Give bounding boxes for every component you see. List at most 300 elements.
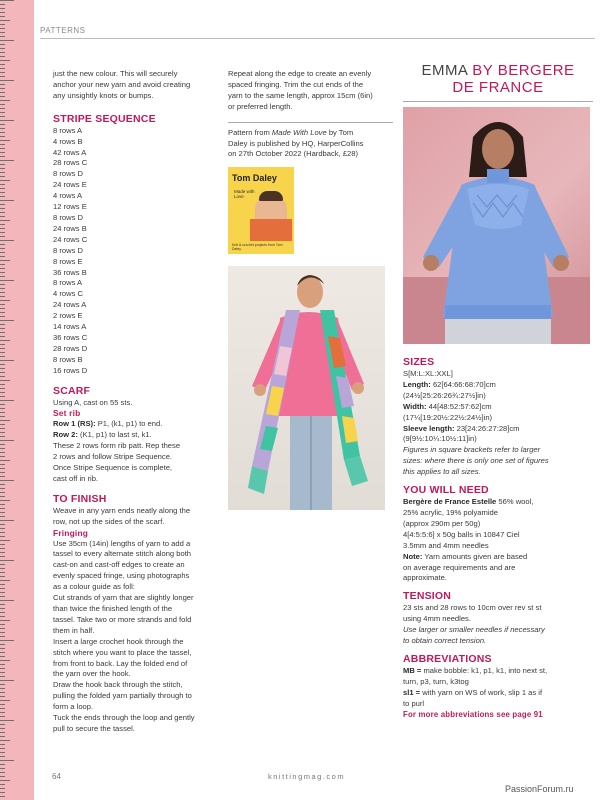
- ruler-tick: [0, 340, 10, 341]
- ruler-tick: [0, 208, 5, 209]
- ruler-tick: [0, 48, 5, 49]
- ruler-tick: [0, 320, 14, 321]
- ruler-tick: [0, 140, 10, 141]
- stripe-sequence-heading: STRIPE SEQUENCE: [53, 112, 156, 125]
- ruler-tick: [0, 412, 5, 413]
- stripe-row: 36 rows B: [53, 267, 87, 277]
- length-inches: (24½[25:26:26¾:27½]in): [403, 390, 486, 400]
- ruler-tick: [0, 132, 5, 133]
- ruler-tick: [0, 724, 5, 725]
- ruler-tick: [0, 80, 14, 81]
- intro-line: just the new colour. This will securely: [53, 69, 178, 78]
- ruler-tick: [0, 16, 5, 17]
- column-left: [53, 69, 223, 735]
- fringing-line: Tuck the ends through the loop and gently: [53, 713, 195, 723]
- ruler-tick: [0, 84, 5, 85]
- sizes-note-line: this applies to all sizes.: [403, 467, 481, 477]
- stripe-row: 8 rows D: [53, 169, 83, 179]
- book-cover-title: Made with Love: [234, 189, 255, 199]
- ruler-tick: [0, 376, 5, 377]
- stripe-row: 14 rows A: [53, 322, 87, 332]
- ruler-tick: [0, 276, 5, 277]
- ruler-tick: [0, 760, 14, 761]
- row-1-label: Row 1 (RS):: [53, 419, 96, 429]
- tension-note-line: to obtain correct tension.: [403, 636, 487, 646]
- ruler-tick: [0, 756, 5, 757]
- ruler-tick: [0, 596, 5, 597]
- stripe-row: 12 rows E: [53, 202, 87, 212]
- ruler-tick: [0, 344, 5, 345]
- stripe-row: 8 rows A: [53, 278, 83, 288]
- ruler-tick: [0, 684, 5, 685]
- ruler-tick: [0, 392, 5, 393]
- tension-note-line: Use larger or smaller needles if necessary: [403, 625, 545, 635]
- ruler-tick: [0, 448, 5, 449]
- section-tag: PATTERNS: [40, 26, 595, 39]
- ruler-tick: [0, 352, 5, 353]
- ruler-tick: [0, 668, 5, 669]
- ruler-tick: [0, 544, 5, 545]
- ruler-tick: [0, 52, 5, 53]
- ruler-tick: [0, 72, 5, 73]
- ruler-tick: [0, 656, 5, 657]
- ruler-tick: [0, 796, 5, 797]
- ruler-tick: [0, 336, 5, 337]
- ruler-tick: [0, 432, 5, 433]
- stripe-row: 24 rows A: [53, 300, 87, 310]
- ruler-tick: [0, 744, 5, 745]
- need-line: 3.5mm and 4mm needles: [403, 540, 489, 550]
- need-line: (approx 290m per 50g): [403, 518, 481, 528]
- ruler-tick: [0, 420, 10, 421]
- ruler-tick: [0, 536, 5, 537]
- ruler-tick: [0, 236, 5, 237]
- ruler-tick: [0, 472, 5, 473]
- fringing-instructions: [53, 539, 223, 735]
- ruler-tick: [0, 584, 5, 585]
- ruler-tick: [0, 8, 5, 9]
- stripe-row: 24 rows B: [53, 223, 87, 233]
- ruler-tick: [0, 676, 5, 677]
- fringing-line: than twice the finished length of the: [53, 603, 173, 613]
- credit-line: Daley is published by HQ, HarperCollins: [228, 138, 364, 148]
- ruler-tick: [0, 424, 5, 425]
- ruler-tick: [0, 740, 10, 741]
- title-divider: [403, 101, 593, 102]
- ruler-tick: [0, 620, 10, 621]
- ruler-tick: [0, 92, 5, 93]
- ruler-tick: [0, 316, 5, 317]
- ruler-tick: [0, 688, 5, 689]
- ruler-tick: [0, 100, 10, 101]
- ruler-tick: [0, 0, 14, 1]
- ruler-tick: [0, 504, 5, 505]
- tension-line: 23 sts and 28 rows to 10cm over rev st st: [403, 603, 542, 613]
- ruler-tick: [0, 224, 5, 225]
- ruler-tick: [0, 764, 5, 765]
- scarf-body-line: 2 rows and follow Stripe Sequence.: [53, 452, 173, 462]
- ruler-tick: [0, 568, 5, 569]
- ruler-tick: [0, 196, 5, 197]
- ruler-tick: [0, 644, 5, 645]
- divider: [228, 122, 393, 123]
- fringing-line: cast-on and cast-off edges to create an: [53, 560, 185, 570]
- column-right: [403, 356, 593, 720]
- ruler-tick: [0, 28, 5, 29]
- ruler-tick: [0, 292, 5, 293]
- ruler-tick: [0, 68, 5, 69]
- ruler-tick: [0, 556, 5, 557]
- ruler-tick: [0, 528, 5, 529]
- abbr-mb: MB = make bobble: k1, p1, k1, into next st,: [403, 665, 548, 675]
- book-cover-image: [228, 167, 294, 254]
- site-url[interactable]: knittingmag.com: [268, 772, 346, 781]
- ruler-tick: [0, 4, 5, 5]
- repeat-line: yarn to the same length, approx 15cm (6in): [228, 90, 373, 100]
- fringing-subheading: Fringing: [53, 527, 89, 538]
- pattern-brand: BY BERGERE: [467, 62, 575, 79]
- page-number: 64: [52, 772, 61, 781]
- book-cover-subtitle: Knit & crochet projects from Tom Daley: [232, 243, 283, 251]
- note-line: approximate.: [403, 573, 447, 583]
- ruler-tick: [0, 32, 5, 33]
- pattern-name: EMMA: [421, 62, 468, 79]
- ruler-tick: [0, 784, 5, 785]
- finish-intro-line: Weave in any yarn ends neatly along the: [53, 505, 191, 515]
- ruler-tick: [0, 708, 5, 709]
- ruler-tick: [0, 256, 5, 257]
- ruler-tick: [0, 452, 5, 453]
- ruler-tick: [0, 296, 5, 297]
- stripe-row: 8 rows A: [53, 125, 83, 135]
- watermark: PassionForum.ru: [505, 784, 574, 794]
- sweater-model-photo: [403, 107, 590, 344]
- book-title-text: Made With Love: [271, 127, 327, 137]
- ruler-tick: [0, 356, 5, 357]
- ruler-tick: [0, 312, 5, 313]
- ruler-tick: [0, 496, 5, 497]
- to-finish-heading: TO FINISH: [53, 492, 107, 505]
- ruler-tick: [0, 552, 5, 553]
- stripe-sequence-list: [53, 126, 223, 377]
- ruler-tick: [0, 524, 5, 525]
- ruler-tick: [0, 36, 5, 37]
- pattern-title: [403, 62, 593, 96]
- ruler-tick: [0, 280, 14, 281]
- set-rib-subheading: Set rib: [53, 408, 81, 419]
- ruler-tick: [0, 404, 5, 405]
- ruler-tick: [0, 772, 5, 773]
- ruler-tick: [0, 184, 5, 185]
- tension-line: using 4mm needles.: [403, 614, 471, 624]
- ruler-tick: [0, 716, 5, 717]
- ruler-tick: [0, 128, 5, 129]
- ruler-tick: [0, 396, 5, 397]
- ruler-tick: [0, 576, 5, 577]
- fringing-line: them in half.: [53, 625, 95, 635]
- ruler-tick: [0, 484, 5, 485]
- stripe-row: 28 rows C: [53, 158, 88, 168]
- abbreviations-heading: ABBREVIATIONS: [403, 652, 492, 665]
- ruler-tick: [0, 368, 5, 369]
- row-1-text: P1, (k1, p1) to end.: [95, 419, 163, 429]
- row-2-label: Row 2:: [53, 430, 78, 440]
- ruler-tick: [0, 408, 5, 409]
- width-line: Width: 44[48:52:57:62]cm: [403, 401, 492, 411]
- ruler-tick: [0, 664, 5, 665]
- scarf-body-line: cast off in rib.: [53, 473, 99, 483]
- ruler-tick: [0, 212, 5, 213]
- ruler-tick: [0, 124, 5, 125]
- repeat-line: or preferred length.: [228, 101, 293, 111]
- ruler-tick: [0, 228, 5, 229]
- ruler-tick: [0, 464, 5, 465]
- ruler-tick: [0, 164, 5, 165]
- ruler-tick: [0, 328, 5, 329]
- sizes-heading: SIZES: [403, 356, 435, 368]
- ruler-tick: [0, 564, 5, 565]
- fringing-line: pull to secure the tassel.: [53, 723, 135, 733]
- ruler-tick: [0, 612, 5, 613]
- ruler-tick: [0, 148, 5, 149]
- scarf-model-photo: [228, 266, 385, 510]
- ruler-tick: [0, 548, 5, 549]
- ruler-tick: [0, 240, 14, 241]
- ruler-tick: [0, 204, 5, 205]
- intro-line: anchor your new yarn and avoid creating: [53, 79, 191, 89]
- fringing-line: the yarn over the hook.: [53, 669, 131, 679]
- ruler-tick: [0, 660, 10, 661]
- fringing-line: Draw the hook back through the stitch,: [53, 680, 183, 690]
- note-line: on average requirements and are: [403, 562, 516, 572]
- ruler-tick: [0, 364, 5, 365]
- fringing-line: as a colour guide as foll:: [53, 582, 135, 592]
- ruler-tick: [0, 788, 5, 789]
- stripe-row: 8 rows E: [53, 256, 83, 266]
- ruler-tick: [0, 112, 5, 113]
- yarn-line: Bergère de France Estelle 56% wool,: [403, 497, 534, 507]
- width-inches: (17¼[19:20½:22½:24½]in): [403, 412, 493, 422]
- ruler-tick: [0, 456, 5, 457]
- ruler-tick: [0, 680, 14, 681]
- ruler-tick: [0, 436, 5, 437]
- ruler-tick: [0, 500, 10, 501]
- ruler-tick: [0, 188, 5, 189]
- ruler-tick: [0, 608, 5, 609]
- stripe-row: 24 rows E: [53, 180, 87, 190]
- ruler-tick: [0, 160, 14, 161]
- fringing-line: form a loop.: [53, 702, 94, 712]
- ruler-tick: [0, 268, 5, 269]
- ruler-tick: [0, 248, 5, 249]
- fringing-line: tassel. Take two or more strands and fold: [53, 614, 192, 624]
- stripe-row: 16 rows D: [53, 365, 88, 375]
- scarf-body-line: Once Stripe Sequence is complete,: [53, 463, 173, 472]
- credit-line: on 27th October 2022 (Hardback, £28): [228, 149, 359, 159]
- tension-heading: TENSION: [403, 590, 452, 603]
- ruler-tick: [0, 532, 5, 533]
- fringing-line: pulling the folded yarn partially through to: [53, 691, 192, 701]
- ruler-tick: [0, 384, 5, 385]
- ruler-tick: [0, 508, 5, 509]
- ruler-tick: [0, 288, 5, 289]
- ruler-tick: [0, 272, 5, 273]
- fringing-line: Insert a large crochet hook through the: [53, 636, 184, 646]
- ruler-tick: [0, 440, 14, 441]
- ruler-tick: [0, 108, 5, 109]
- ruler-tick: [0, 752, 5, 753]
- ruler-tick: [0, 516, 5, 517]
- stripe-row: 4 rows A: [53, 191, 83, 201]
- ruler-tick: [0, 168, 5, 169]
- ruler-tick: [0, 572, 5, 573]
- book-cover-author: Tom Daley: [232, 173, 277, 183]
- ruler-tick: [0, 24, 5, 25]
- scarf-cast-on: Using A, cast on 55 sts.: [53, 397, 133, 407]
- ruler-tick: [0, 476, 5, 477]
- ruler-tick: [0, 260, 10, 261]
- abbr-mb-cont: turn, p3, turn, k3tog: [403, 676, 469, 686]
- ruler-tick: [0, 692, 5, 693]
- stripe-row: 4 rows C: [53, 289, 83, 299]
- sizes-line: S[M:L:XL:XXL]: [403, 369, 453, 378]
- ruler-tick: [0, 460, 10, 461]
- ruler-tick: [0, 232, 5, 233]
- stripe-row: 36 rows C: [53, 332, 88, 342]
- ruler-tick: [0, 136, 5, 137]
- ruler-tick: [0, 64, 5, 65]
- need-line: 25% acrylic, 19% polyamide: [403, 507, 498, 517]
- ruler-tick: [0, 216, 5, 217]
- ruler-tick: [0, 792, 5, 793]
- you-will-need-heading: YOU WILL NEED: [403, 484, 489, 497]
- fringing-line: evenly spaced fringe, using photographs: [53, 571, 190, 581]
- ruler-tick: [0, 156, 5, 157]
- sleeve-line: Sleeve length: 23[24:26:27:28]cm: [403, 423, 520, 433]
- ruler-tick: [0, 284, 5, 285]
- ruler-tick: [0, 652, 5, 653]
- row-2-text: (K1, p1) to last st, k1.: [77, 430, 152, 440]
- column-middle: [228, 69, 393, 160]
- ruler-tick: [0, 416, 5, 417]
- ruler-tick: [0, 580, 10, 581]
- ruler-tick: [0, 360, 14, 361]
- ruler-tick: [0, 700, 10, 701]
- row-1-instruction: [53, 419, 223, 430]
- sleeve-inches: (9[9½:10¼:10½:11]in): [403, 434, 477, 444]
- ruler-tick: [0, 640, 14, 641]
- ruler-tick: [0, 96, 5, 97]
- fringing-line: tassel to every alternate stitch along both: [53, 549, 192, 559]
- ruler-tick: [0, 728, 5, 729]
- ruler-tick: [0, 624, 5, 625]
- stripe-row: 8 rows D: [53, 212, 83, 222]
- ruler-tick: [0, 192, 5, 193]
- ruler-tick: [0, 648, 5, 649]
- ruler-tick: [0, 116, 5, 117]
- ruler-tick: [0, 628, 5, 629]
- ruler-tick: [0, 252, 5, 253]
- ruler-tick: [0, 300, 10, 301]
- ruler-tick: [0, 244, 5, 245]
- stripe-row: 42 rows A: [53, 147, 87, 157]
- repeat-line: spaced fringing. Trim the cut ends of the: [228, 79, 364, 89]
- stripe-row: 8 rows B: [53, 354, 83, 364]
- ruler-tick: [0, 20, 10, 21]
- more-abbreviations-link[interactable]: For more abbreviations see page 91: [403, 709, 543, 719]
- ruler-tick: [0, 304, 5, 305]
- finish-intro-line: row, not up the sides of the scarf.: [53, 516, 165, 526]
- need-line: 4[4:5:5:6] x 50g balls in 10847 Ciel: [403, 529, 520, 539]
- ruler-tick: [0, 56, 5, 57]
- ruler-tick: [0, 180, 10, 181]
- ruler-tick: [0, 720, 14, 721]
- ruler-tick: [0, 592, 5, 593]
- ruler-tick: [0, 736, 5, 737]
- sizes-note-line: sizes: where there is only one set of figures: [403, 456, 549, 466]
- ruler-tick: [0, 604, 5, 605]
- ruler-tick: [0, 732, 5, 733]
- ruler-tick: [0, 324, 5, 325]
- ruler-tick: [0, 380, 10, 381]
- note-line: Note: Yarn amounts given are based: [403, 551, 528, 561]
- scarf-heading: SCARF: [53, 384, 91, 397]
- ruler-tick: [0, 588, 5, 589]
- ruler-tick: [0, 704, 5, 705]
- measuring-tape-strip: [0, 0, 34, 800]
- ruler-tick: [0, 172, 5, 173]
- ruler-tick: [0, 372, 5, 373]
- abbr-sl1-cont: to purl: [403, 698, 425, 708]
- ruler-tick: [0, 152, 5, 153]
- ruler-tick: [0, 176, 5, 177]
- scarf-body-line: These 2 rows form rib patt. Rep these: [53, 441, 181, 451]
- ruler-tick: [0, 348, 5, 349]
- stripe-row: 24 rows C: [53, 234, 88, 244]
- fringing-line: Cut strands of yarn that are slightly longer: [53, 593, 194, 603]
- stripe-row: 2 rows E: [53, 311, 83, 321]
- ruler-tick: [0, 444, 5, 445]
- ruler-tick: [0, 400, 14, 401]
- ruler-tick: [0, 512, 5, 513]
- sizes-note-line: Figures in square brackets refer to larger: [403, 445, 541, 455]
- ruler-tick: [0, 76, 5, 77]
- ruler-tick: [0, 480, 14, 481]
- ruler-tick: [0, 696, 5, 697]
- ruler-tick: [0, 468, 5, 469]
- ruler-tick: [0, 12, 5, 13]
- length-line: Length: 62[64:66:68:70]cm: [403, 379, 496, 389]
- ruler-tick: [0, 104, 5, 105]
- ruler-tick: [0, 264, 5, 265]
- ruler-tick: [0, 60, 10, 61]
- ruler-tick: [0, 672, 5, 673]
- stripe-row: 8 rows D: [53, 245, 83, 255]
- ruler-tick: [0, 632, 5, 633]
- ruler-tick: [0, 600, 14, 601]
- ruler-tick: [0, 388, 5, 389]
- stripe-row: 4 rows B: [53, 136, 83, 146]
- ruler-tick: [0, 712, 5, 713]
- ruler-tick: [0, 332, 5, 333]
- ruler-tick: [0, 144, 5, 145]
- ruler-tick: [0, 220, 10, 221]
- credit-line: Pattern from Made With Love by Tom: [228, 127, 354, 137]
- ruler-tick: [0, 540, 10, 541]
- pattern-brand-line2: DE FRANCE: [452, 79, 544, 96]
- fringing-line: Use 35cm (14in) lengths of yarn to add a: [53, 538, 191, 548]
- ruler-tick: [0, 492, 5, 493]
